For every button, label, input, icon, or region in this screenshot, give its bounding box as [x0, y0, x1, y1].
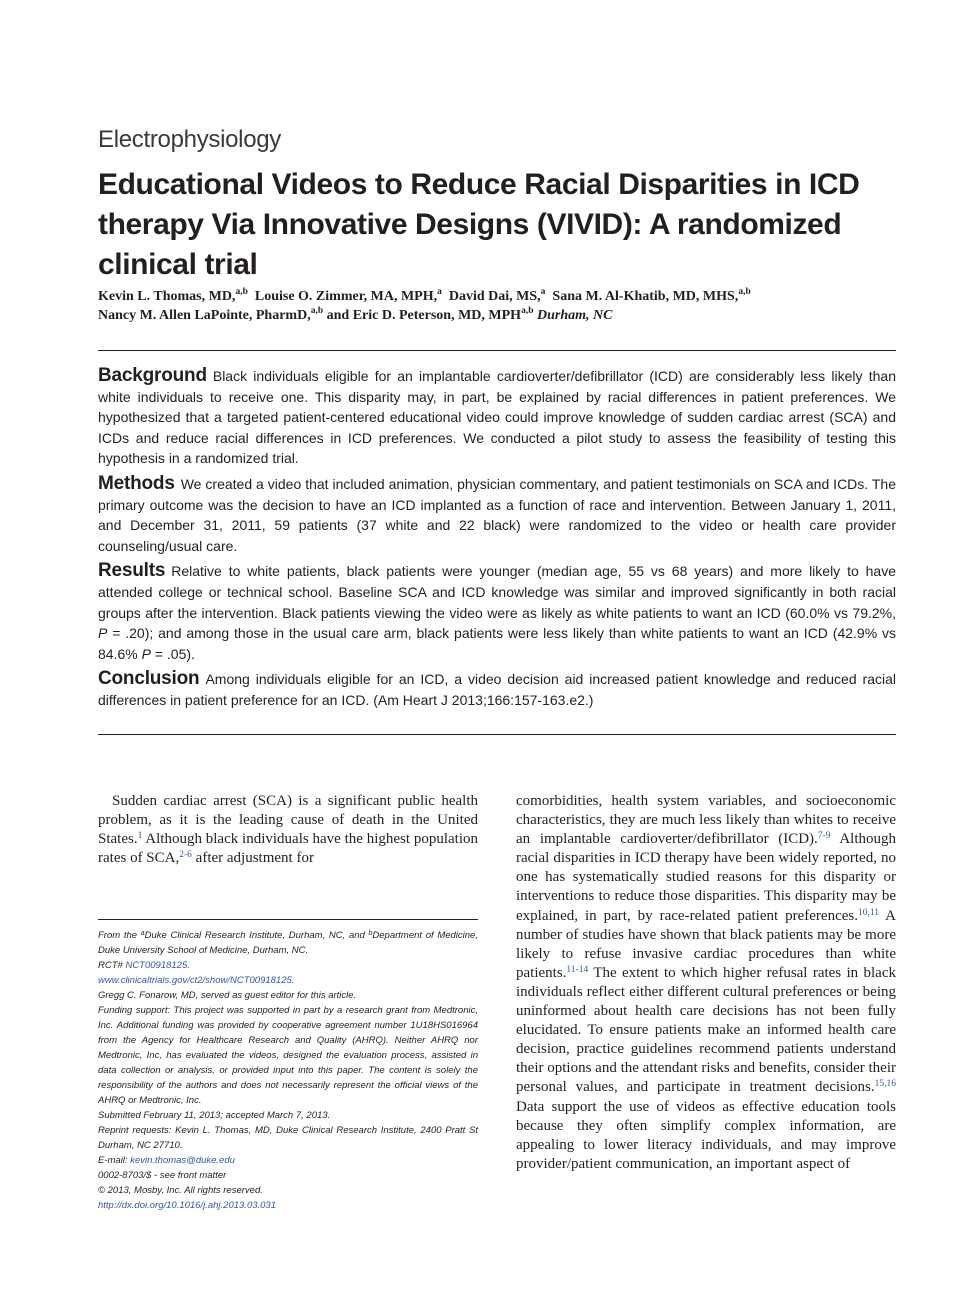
footnote-text: Department of Medicine, Duke University School of Medicine, Durham, NC.	[98, 930, 478, 956]
author-name: Louise O. Zimmer, MA, MPH,	[254, 289, 438, 304]
body-text: Although black individuals have the highest population rates of SCA,	[98, 831, 478, 867]
doi-link[interactable]: http://dx.doi.org/10.1016/j.ahj.2013.03.031	[98, 1200, 276, 1211]
affiliation-mark: a	[437, 287, 442, 297]
footnote-rule	[98, 919, 478, 920]
author-name: Kevin L. Thomas, MD,	[98, 289, 236, 304]
footnotes	[98, 928, 478, 1213]
affiliation-mark: a,b	[738, 287, 751, 297]
background-text: Black individuals eligible for an implantable cardioverter/defibrillator (ICD) are considerably less likely than white individuals to receive one. This disparity may, in part, be explained by racial differences in patient preferences. We hypothesized that a targeted patient-centered educational video could improve knowledge of sudden cardiac arrest (SCA) and ICDs and reduce racial differences in ICD preferences. We conducted a pilot study to assess the feasibility of testing this hypothesis in a randomized trial.	[98, 368, 896, 467]
article-title: Educational Videos to Reduce Racial Disparities in ICD therapy Via Innovative Designs (VIVID): A randomized clinical trial	[98, 168, 860, 281]
section-label: Electrophysiology	[98, 126, 281, 153]
email-link[interactable]: kevin.thomas@duke.edu	[130, 1155, 235, 1166]
footnote-rct	[98, 958, 478, 973]
author-list	[98, 287, 898, 325]
abstract	[98, 366, 896, 716]
citation-link[interactable]: 2-6	[179, 850, 192, 861]
results-text: = .20); and among those in the usual care arm, black patients were less likely than white patients to want an ICD (42.9% vs 84.6%	[98, 625, 896, 662]
affiliation-mark: a,b	[310, 306, 324, 316]
citation-link[interactable]: 15,16	[874, 1079, 896, 1090]
affiliation-mark: b	[368, 930, 373, 937]
body-text: The extent to which higher refusal rates in black individuals reflect either different cultural preferences or being uninformed about health care decisions has not been fully elucidated. To ensure patients make an informed health care decision, practice guidelines recommend patients understand their options and the attendant risks and benefits, consider their personal values, and participate in treatment decisions.	[516, 964, 896, 1096]
footnote-funding: Funding support: This project was supported in part by a research grant from Medtronic, Inc. Additional funding was provided by cooperative agreement number 1U18HS016964 from the Agency for Healthcare Research and Quality (AHRQ). Neither AHRQ nor Medtronic, Inc, has evaluated the videos, designed the evaluation process, assisted in data collection or analysis, or provided input into this paper. The content is solely the responsibility of the authors and does not necessarily represent the official views of the AHRQ or Medtronic, Inc.	[98, 1005, 478, 1106]
citation-link[interactable]: 11-14	[566, 964, 589, 975]
body-text: Data support the use of videos as effective education tools because they often simplify complex information, are appealing to lower literacy individuals, and may improve provider/patient communication, an important aspect of	[516, 1098, 896, 1172]
body-paragraph	[516, 792, 896, 1174]
footnote-trial-url	[98, 973, 478, 988]
methods-text: We created a video that included animation, physician commentary, and patient testimonials on SCA and ICDs. The primary outcome was the decision to have an ICD implanted as a function of race and intervention. Between January 1, 2011, and December 31, 2011, 59 patients (37 white and 22 black) were randomized to the video or health care provider counseling/usual care.	[98, 475, 896, 554]
background-heading: Background	[98, 365, 207, 386]
footnote-issn: 0002-8703/$ - see front matter	[98, 1170, 227, 1181]
results-text: = .05).	[154, 645, 195, 662]
affiliation-mark: a	[140, 930, 145, 937]
results-heading: Results	[98, 560, 166, 582]
footnote-text: RCT#	[98, 960, 126, 971]
body-paragraph	[98, 792, 478, 868]
citation-link[interactable]: 7-9	[817, 831, 831, 842]
author-location: Durham, NC	[536, 308, 613, 323]
author-name: Sana M. Al-Khatib, MD, MHS,	[552, 289, 739, 304]
abstract-conclusion	[98, 669, 896, 710]
citation-link[interactable]: 10,11	[858, 907, 880, 918]
abstract-top-rule	[98, 350, 896, 351]
p-value-label: P	[98, 625, 108, 642]
author-name: and Eric D. Peterson, MD, MPH	[326, 308, 522, 323]
body-text: Sudden cardiac arrest (SCA) is a significant public health problem, as it is the leading cause of death in the United States.	[98, 793, 478, 848]
body-text: Although racial disparities in ICD therapy have been widely reported, no one has systematically studied reasons for this disparity or interventions to reduce those disparities. This disparity may be explained, in part, by race-related patient preferences.	[516, 831, 896, 924]
affiliation-mark: a	[540, 287, 546, 297]
conclusion-heading: Conclusion	[98, 668, 200, 690]
footnote-copyright: © 2013, Mosby, Inc. All rights reserved.	[98, 1185, 263, 1196]
abstract-background	[98, 366, 896, 469]
body-column-right	[516, 792, 896, 1174]
rct-link[interactable]: NCT00918125.	[125, 960, 190, 971]
body-text: A number of studies have shown that black patients may be more likely to refuse invasive cardiac procedures than white patients.	[516, 907, 896, 981]
body-column-left	[98, 792, 478, 868]
affiliation-mark: a,b	[521, 306, 534, 316]
footnote-guest-editor: Gregg C. Fonarow, MD, served as guest editor for this article.	[98, 990, 357, 1001]
footnote-affiliations	[98, 928, 478, 958]
abstract-methods	[98, 474, 896, 556]
abstract-bottom-rule	[98, 734, 896, 735]
footnote-text: E-mail:	[98, 1155, 131, 1166]
footnote-text: Duke Clinical Research Institute, Durham, NC, and	[144, 930, 369, 941]
footnote-doi	[98, 1198, 478, 1213]
author-name: Nancy M. Allen LaPointe, PharmD,	[98, 308, 311, 323]
footnote-email	[98, 1153, 478, 1168]
abstract-results	[98, 561, 896, 664]
trial-registry-link[interactable]: www.clinicaltrials.gov/ct2/show/NCT00918125.	[98, 975, 295, 986]
footnote-text: From the	[98, 930, 141, 941]
author-name: David Dai, MS,	[448, 289, 541, 304]
body-text: comorbidities, health system variables, and socioeconomic characteristics, they are much less likely than whites to receive an implantable cardioverter/defibrillator (ICD).	[516, 793, 896, 848]
p-value-label: P	[141, 645, 151, 662]
conclusion-text: Among individuals eligible for an ICD, a video decision aid increased patient knowledge and reduced racial differences in patient preference for an ICD. (Am Heart J 2013;166:157-163.e2.)	[98, 671, 896, 708]
body-text: after adjustment for	[191, 850, 314, 867]
methods-heading: Methods	[98, 472, 175, 494]
citation-link[interactable]: 1	[137, 831, 143, 842]
affiliation-mark: a,b	[235, 287, 248, 297]
footnote-submitted: Submitted February 11, 2013; accepted March 7, 2013.	[98, 1110, 331, 1121]
footnote-reprint: Reprint requests: Kevin L. Thomas, MD, Duke Clinical Research Institute, 2400 Pratt St Durham, NC 27710.	[98, 1125, 478, 1151]
results-text: Relative to white patients, black patients were younger (median age, 55 vs 68 years) and more likely to have attended college or technical school. Baseline SCA and ICD knowledge was similar and improved significantly in both racial groups after the intervention. Black patients viewing the video were as likely as white patients to want an ICD (60.0% vs 79.2%,	[98, 563, 896, 621]
